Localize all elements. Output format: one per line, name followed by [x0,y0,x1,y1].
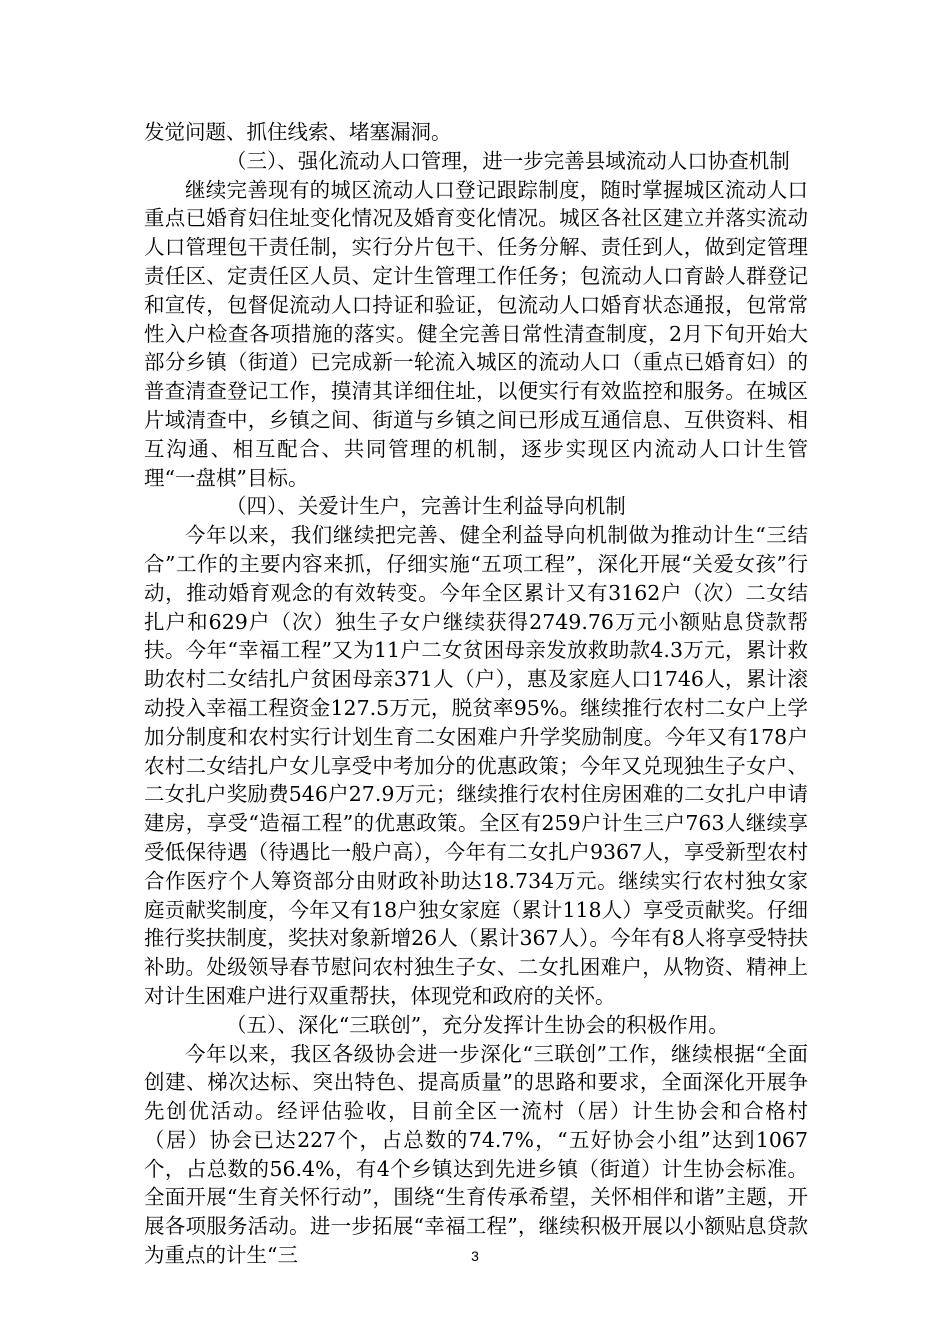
document-body [144,118,808,1270]
section-heading-4: （四）、关爱计生户，完善计生利益导向机制 [226,494,626,519]
paragraph-floating-population: 继续完善现有的城区流动人口登记跟踪制度，随时掌握城区流动人口重点已婚育妇住址变化情况及婚育变化情况。城区各社区建立并落实流动人口管理包干责任制，实行分片包干、任务分解、责任到人，做到定管理责任区、定责任区人员、定计生管理工作任务；包流动人口育龄人群登记和宣传，包督促流动人口持证和验证，包流动人口婚育状态通报，包常常性入户检查各项措施的落实。健全完善日常性清查制度，2月下旬开始大部分乡镇（街道）已完成新一轮流入城区的流动人口（重点已婚育妇）的普查清查登记工作，摸清其详细住址，以便实行有效监控和服务。在城区片域清查中，乡镇之间、街道与乡镇之间已形成互通信息、互供资料、相互沟通、相互配合、共同管理的机制，逐步实现区内流动人口计生管理“一盘棋”目标。 [144,177,808,490]
paragraph-association-work: 今年以来，我区各级协会进一步深化“三联创”工作，继续根据“全面创建、梯次达标、突出特色、提高质量”的思路和要求，全面深化开展争先创优活动。经评估验收，目前全区一流村（居）计生协会和合格村（居）协会已达227个，占总数的74.7%，“五好协会小组”达到1067个，占总数的56.4%，有4个乡镇达到先进乡镇（街道）计生协会标准。全面开展“生育关怀行动”，围绕“生育传承希望，关怀相伴和谐”主题，开展各项服务活动。进一步拓展“幸福工程”，继续积极开展以小额贴息贷款为重点的计生“三 [144,1041,808,1268]
paragraph-continuation: 发觉问题、抓住线索、堵塞漏洞。 [144,120,452,144]
paragraph-benefit-mechanism: 今年以来，我们继续把完善、健全利益导向机制做为推动计生“三结合”工作的主要内容来抓，仔细实施“五项工程”，深化开展“关爱女孩”行动，推动婚育观念的有效转变。今年全区累计又有3162户（次）二女结扎户和629户（次）独生子女户继续获得2749.76万元小额贴息贷款帮扶。今年“幸福工程”又为11户二女贫困母亲发放救助款4.3万元，累计救助农村二女结扎户贫困母亲371人（户），惠及家庭人口1746人，累计滚动投入幸福工程资金127.5万元，脱贫率95%。继续推行农村二女户上学加分制度和农村实行计划生育二女困难户升学奖励制度。今年又有178户农村二女结扎户女儿享受中考加分的优惠政策；今年又兑现独生子女户、二女扎户奖励费546户27.9万元；继续推行农村住房困难的二女扎户申请建房，享受“造福工程”的优惠政策。全区有259户计生三户763人继续享受低保待遇（待遇比一般户高），今年有二女扎户9367人，享受新型农村合作医疗个人筹资部分由财政补助达18.734万元。继续实行农村独女家庭贡献奖制度，今年又有18户独女家庭（累计118人）享受贡献奖。仔细推行奖扶制度，奖扶对象新增26人（累计367人）。今年有8人将享受特扶补助。处级领导春节慰问农村独生子女、二女扎困难户，从物资、精神上对计生困难户进行双重帮扶，体现党和政府的关怀。 [144,523,808,1008]
page-number: 3 [471,1248,479,1264]
section-heading-3: （三）、强化流动人口管理，进一步完善县域流动人口协查机制 [226,148,790,173]
section-heading-5: （五）、深化“三联创”，充分发挥计生协会的积极作用。 [226,1012,729,1037]
